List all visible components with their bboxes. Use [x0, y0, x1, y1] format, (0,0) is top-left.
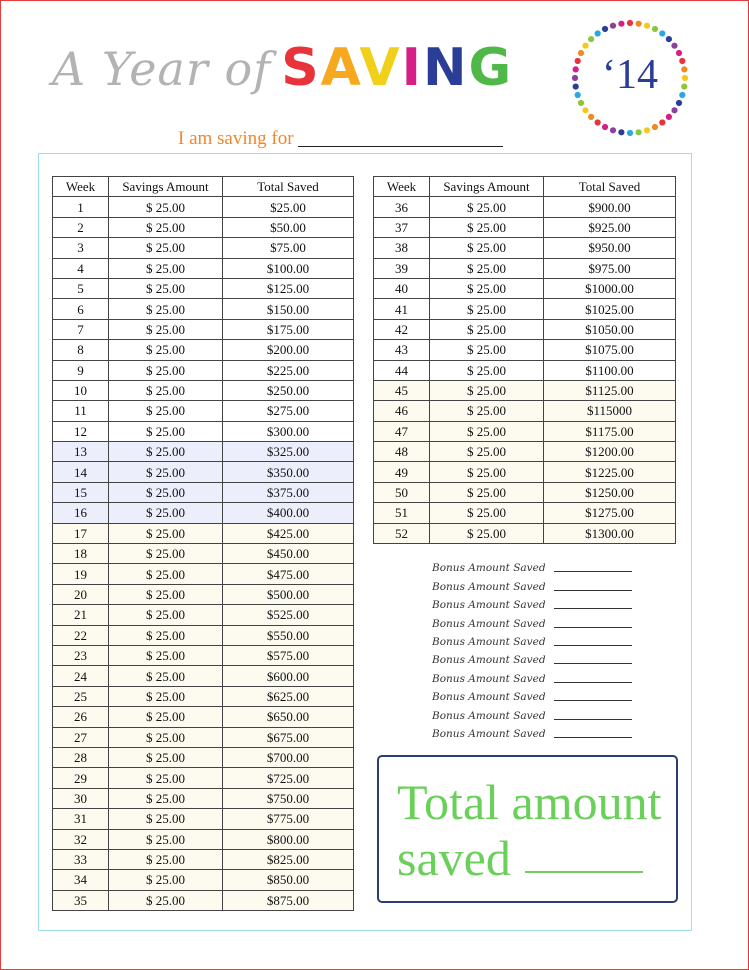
- savings-amount-cell: $ 25.00: [430, 340, 544, 360]
- ring-dot: [582, 107, 588, 113]
- total-saved-cell: $475.00: [223, 564, 354, 584]
- year-badge: [569, 17, 691, 139]
- table-row: [53, 462, 354, 482]
- savings-amount-cell: $ 25.00: [109, 747, 223, 767]
- table-row: [53, 747, 354, 767]
- total-saved-cell: $500.00: [223, 584, 354, 604]
- week-cell: 21: [53, 605, 109, 625]
- table-row: [374, 217, 676, 237]
- table-row: [53, 707, 354, 727]
- total-saved-cell: $1200.00: [544, 442, 676, 462]
- table-row: [374, 299, 676, 319]
- table-row: [53, 870, 354, 890]
- total-saved-cell: $750.00: [223, 788, 354, 808]
- savings-amount-cell: $ 25.00: [109, 523, 223, 543]
- total-saved-cell: $800.00: [223, 829, 354, 849]
- week-cell: 2: [53, 217, 109, 237]
- table-header-row: [374, 177, 676, 197]
- week-cell: 22: [53, 625, 109, 645]
- total-saved-cell: $150.00: [223, 299, 354, 319]
- week-cell: 28: [53, 747, 109, 767]
- ring-dot: [610, 23, 616, 29]
- bonus-row[interactable]: [432, 630, 632, 648]
- table-row: [374, 197, 676, 217]
- week-cell: 44: [374, 360, 430, 380]
- week-cell: 32: [53, 829, 109, 849]
- week-cell: 33: [53, 849, 109, 869]
- table-row: [53, 258, 354, 278]
- table-row: [53, 645, 354, 665]
- table-row: [53, 788, 354, 808]
- total-amount-label: Total amount: [397, 774, 662, 830]
- total-saved-cell: $525.00: [223, 605, 354, 625]
- table-row: [53, 299, 354, 319]
- savings-amount-cell: $ 25.00: [430, 401, 544, 421]
- week-cell: 8: [53, 340, 109, 360]
- ring-dot: [602, 124, 608, 130]
- week-cell: 52: [374, 523, 430, 543]
- savings-amount-cell: $ 25.00: [109, 360, 223, 380]
- bonus-blank[interactable]: [554, 719, 632, 720]
- week-cell: 25: [53, 686, 109, 706]
- week-cell: 48: [374, 442, 430, 462]
- table-row: [53, 217, 354, 237]
- ring-dot: [644, 127, 650, 133]
- table-row: [374, 442, 676, 462]
- table-row: [53, 605, 354, 625]
- total-saved-cell: $175.00: [223, 319, 354, 339]
- week-cell: 43: [374, 340, 430, 360]
- table-row: [53, 666, 354, 686]
- total-saved-cell: $875.00: [223, 890, 354, 910]
- table-row: [374, 360, 676, 380]
- saving-for-field[interactable]: [178, 128, 503, 150]
- bonus-blank[interactable]: [554, 627, 632, 628]
- saving-for-label: I am saving for: [178, 128, 294, 149]
- title-letter-n: N: [422, 38, 469, 98]
- savings-amount-cell: $ 25.00: [430, 299, 544, 319]
- ring-dot: [618, 21, 624, 27]
- total-saved-cell: $950.00: [544, 238, 676, 258]
- bonus-row[interactable]: [432, 703, 632, 721]
- ring-dot: [618, 129, 624, 135]
- column-header-savings-amount: Savings Amount: [109, 177, 223, 197]
- bonus-label: Bonus Amount Saved: [432, 727, 546, 740]
- bonus-label: Bonus Amount Saved: [432, 654, 546, 667]
- saving-for-blank[interactable]: [298, 145, 503, 147]
- title-prefix: A Year of: [52, 42, 272, 96]
- week-cell: 27: [53, 727, 109, 747]
- ring-dot: [676, 100, 682, 106]
- week-cell: 26: [53, 707, 109, 727]
- savings-amount-cell: $ 25.00: [430, 360, 544, 380]
- table-row: [53, 197, 354, 217]
- savings-amount-cell: $ 25.00: [109, 503, 223, 523]
- savings-amount-cell: $ 25.00: [109, 544, 223, 564]
- table-row: [374, 238, 676, 258]
- bonus-label: Bonus Amount Saved: [432, 709, 546, 722]
- week-cell: 39: [374, 258, 430, 278]
- savings-amount-cell: $ 25.00: [430, 238, 544, 258]
- table-row: [374, 319, 676, 339]
- bonus-blank[interactable]: [554, 571, 632, 572]
- bonus-blank[interactable]: [554, 608, 632, 609]
- total-saved-cell: $825.00: [223, 849, 354, 869]
- savings-amount-cell: $ 25.00: [109, 890, 223, 910]
- ring-dot: [582, 43, 588, 49]
- bonus-label: Bonus Amount Saved: [432, 635, 546, 648]
- bonus-label: Bonus Amount Saved: [432, 691, 546, 704]
- week-cell: 34: [53, 870, 109, 890]
- column-header-total-saved: Total Saved: [223, 177, 354, 197]
- ring-dot: [671, 107, 677, 113]
- week-cell: 36: [374, 197, 430, 217]
- total-saved-cell: $50.00: [223, 217, 354, 237]
- savings-amount-cell: $ 25.00: [430, 258, 544, 278]
- total-saved-cell: $625.00: [223, 686, 354, 706]
- savings-amount-cell: $ 25.00: [109, 340, 223, 360]
- total-saved-cell: $775.00: [223, 809, 354, 829]
- total-saved-cell: $1050.00: [544, 319, 676, 339]
- table-row: [53, 809, 354, 829]
- table-row: [374, 258, 676, 278]
- savings-amount-cell: $ 25.00: [109, 870, 223, 890]
- table-row: [374, 503, 676, 523]
- savings-amount-cell: $ 25.00: [109, 605, 223, 625]
- ring-dot: [666, 36, 672, 42]
- total-saved-cell: $450.00: [223, 544, 354, 564]
- title-letter-g: G: [468, 38, 514, 98]
- savings-amount-cell: $ 25.00: [109, 217, 223, 237]
- savings-amount-cell: $ 25.00: [109, 401, 223, 421]
- bonus-row[interactable]: [432, 666, 632, 684]
- total-saved-cell: $200.00: [223, 340, 354, 360]
- table-row: [53, 849, 354, 869]
- page-title: [52, 38, 513, 108]
- total-saved-cell: $975.00: [544, 258, 676, 278]
- week-cell: 41: [374, 299, 430, 319]
- total-saved-cell: $1275.00: [544, 503, 676, 523]
- weeks-table-left: [52, 176, 354, 911]
- column-header-savings-amount: Savings Amount: [430, 177, 544, 197]
- bonus-row[interactable]: [432, 648, 632, 666]
- week-cell: 5: [53, 278, 109, 298]
- total-saved-label: saved: [397, 830, 511, 886]
- ring-dot: [659, 119, 665, 125]
- total-saved-cell: $1025.00: [544, 299, 676, 319]
- total-saved-cell: $100.00: [223, 258, 354, 278]
- savings-amount-cell: $ 25.00: [109, 564, 223, 584]
- table-row: [53, 482, 354, 502]
- savings-amount-cell: $ 25.00: [109, 768, 223, 788]
- ring-dot: [578, 100, 584, 106]
- table-row: [53, 564, 354, 584]
- bonus-list: [432, 556, 632, 740]
- savings-amount-cell: $ 25.00: [109, 788, 223, 808]
- savings-amount-cell: $ 25.00: [109, 666, 223, 686]
- savings-amount-cell: $ 25.00: [430, 503, 544, 523]
- table-header-row: [53, 177, 354, 197]
- savings-amount-cell: $ 25.00: [430, 217, 544, 237]
- ring-dot: [659, 30, 665, 36]
- ring-dot: [671, 43, 677, 49]
- savings-amount-cell: $ 25.00: [109, 258, 223, 278]
- total-saved-cell: $250.00: [223, 380, 354, 400]
- table-row: [53, 319, 354, 339]
- total-saved-cell: $125.00: [223, 278, 354, 298]
- total-saved-cell: $600.00: [223, 666, 354, 686]
- column-header-week: Week: [374, 177, 430, 197]
- total-amount-box: [377, 755, 678, 903]
- week-cell: 40: [374, 278, 430, 298]
- savings-amount-cell: $ 25.00: [109, 380, 223, 400]
- total-saved-cell: $300.00: [223, 421, 354, 441]
- week-cell: 30: [53, 788, 109, 808]
- weeks-table-right: [373, 176, 676, 544]
- ring-dot: [644, 23, 650, 29]
- total-saved-cell: $850.00: [223, 870, 354, 890]
- week-cell: 50: [374, 482, 430, 502]
- total-saved-cell: $700.00: [223, 747, 354, 767]
- savings-amount-cell: $ 25.00: [109, 442, 223, 462]
- week-cell: 20: [53, 584, 109, 604]
- table-row: [53, 442, 354, 462]
- title-letter-s: S: [281, 38, 321, 98]
- total-saved-cell: $725.00: [223, 768, 354, 788]
- total-saved-cell: $925.00: [544, 217, 676, 237]
- table-row: [53, 890, 354, 910]
- bonus-blank[interactable]: [554, 663, 632, 664]
- bonus-row[interactable]: [432, 574, 632, 592]
- week-cell: 15: [53, 482, 109, 502]
- total-saved-cell: $900.00: [544, 197, 676, 217]
- table-row: [53, 829, 354, 849]
- bonus-label: Bonus Amount Saved: [432, 580, 546, 593]
- total-saved-cell: $225.00: [223, 360, 354, 380]
- savings-amount-cell: $ 25.00: [430, 319, 544, 339]
- ring-dot: [588, 114, 594, 120]
- total-saved-cell: $425.00: [223, 523, 354, 543]
- total-saved-cell: $1075.00: [544, 340, 676, 360]
- week-cell: 13: [53, 442, 109, 462]
- total-saved-cell: $1300.00: [544, 523, 676, 543]
- bonus-row[interactable]: [432, 685, 632, 703]
- title-saving: [281, 38, 513, 98]
- ring-dot: [602, 26, 608, 32]
- table-row: [374, 401, 676, 421]
- bonus-label: Bonus Amount Saved: [432, 599, 546, 612]
- savings-amount-cell: $ 25.00: [109, 625, 223, 645]
- total-saved-cell: $1175.00: [544, 421, 676, 441]
- savings-amount-cell: $ 25.00: [109, 299, 223, 319]
- bonus-blank[interactable]: [554, 737, 632, 738]
- week-cell: 10: [53, 380, 109, 400]
- savings-amount-cell: $ 25.00: [109, 849, 223, 869]
- ring-dot: [636, 21, 642, 27]
- savings-amount-cell: $ 25.00: [109, 829, 223, 849]
- week-cell: 1: [53, 197, 109, 217]
- table-row: [53, 340, 354, 360]
- savings-amount-cell: $ 25.00: [109, 197, 223, 217]
- total-saved-cell: $375.00: [223, 482, 354, 502]
- savings-amount-cell: $ 25.00: [109, 462, 223, 482]
- ring-dot: [595, 30, 601, 36]
- table-row: [53, 380, 354, 400]
- week-cell: 23: [53, 645, 109, 665]
- table-row: [53, 360, 354, 380]
- week-cell: 35: [53, 890, 109, 910]
- week-cell: 14: [53, 462, 109, 482]
- table-row: [53, 238, 354, 258]
- savings-amount-cell: $ 25.00: [430, 462, 544, 482]
- savings-amount-cell: $ 25.00: [430, 442, 544, 462]
- table-row: [53, 278, 354, 298]
- savings-amount-cell: $ 25.00: [430, 523, 544, 543]
- week-cell: 19: [53, 564, 109, 584]
- savings-amount-cell: $ 25.00: [109, 421, 223, 441]
- total-saved-cell: $575.00: [223, 645, 354, 665]
- bonus-row[interactable]: [432, 593, 632, 611]
- bonus-row[interactable]: [432, 556, 632, 574]
- week-cell: 51: [374, 503, 430, 523]
- table-row: [53, 503, 354, 523]
- table-row: [374, 482, 676, 502]
- savings-amount-cell: $ 25.00: [109, 686, 223, 706]
- total-saved-cell: $550.00: [223, 625, 354, 645]
- total-saved-cell: $75.00: [223, 238, 354, 258]
- week-cell: 49: [374, 462, 430, 482]
- column-header-week: Week: [53, 177, 109, 197]
- table-row: [374, 462, 676, 482]
- savings-amount-cell: $ 25.00: [109, 584, 223, 604]
- savings-amount-cell: $ 25.00: [109, 482, 223, 502]
- total-saved-cell: $350.00: [223, 462, 354, 482]
- savings-amount-cell: $ 25.00: [109, 319, 223, 339]
- week-cell: 6: [53, 299, 109, 319]
- savings-amount-cell: $ 25.00: [109, 278, 223, 298]
- ring-dot: [666, 114, 672, 120]
- week-cell: 47: [374, 421, 430, 441]
- total-saved-line[interactable]: [397, 829, 643, 887]
- savings-amount-cell: $ 25.00: [430, 421, 544, 441]
- week-cell: 16: [53, 503, 109, 523]
- total-saved-cell: $115000: [544, 401, 676, 421]
- bonus-label: Bonus Amount Saved: [432, 672, 546, 685]
- week-cell: 11: [53, 401, 109, 421]
- week-cell: 46: [374, 401, 430, 421]
- savings-amount-cell: $ 25.00: [109, 645, 223, 665]
- week-cell: 4: [53, 258, 109, 278]
- week-cell: 31: [53, 809, 109, 829]
- title-letter-v: V: [359, 38, 402, 98]
- table-row: [53, 544, 354, 564]
- ring-dot: [627, 130, 633, 136]
- title-letter-i: I: [401, 38, 423, 98]
- week-cell: 45: [374, 380, 430, 400]
- bonus-blank[interactable]: [554, 700, 632, 701]
- bonus-row[interactable]: [432, 722, 632, 740]
- week-cell: 12: [53, 421, 109, 441]
- ring-dot: [636, 129, 642, 135]
- table-row: [374, 523, 676, 543]
- total-saved-blank[interactable]: [525, 871, 643, 873]
- year-label: ‘14: [602, 52, 658, 98]
- total-saved-cell: $25.00: [223, 197, 354, 217]
- ring-dot: [595, 119, 601, 125]
- savings-amount-cell: $ 25.00: [109, 809, 223, 829]
- table-row: [53, 625, 354, 645]
- table-row: [53, 686, 354, 706]
- week-cell: 24: [53, 666, 109, 686]
- bonus-label: Bonus Amount Saved: [432, 562, 546, 575]
- week-cell: 3: [53, 238, 109, 258]
- bonus-blank[interactable]: [554, 590, 632, 591]
- total-saved-cell: $675.00: [223, 727, 354, 747]
- week-cell: 7: [53, 319, 109, 339]
- savings-amount-cell: $ 25.00: [430, 278, 544, 298]
- bonus-row[interactable]: [432, 611, 632, 629]
- ring-dot: [588, 36, 594, 42]
- total-saved-cell: $1000.00: [544, 278, 676, 298]
- savings-amount-cell: $ 25.00: [109, 707, 223, 727]
- table-row: [53, 584, 354, 604]
- total-saved-cell: $1100.00: [544, 360, 676, 380]
- total-saved-cell: $1225.00: [544, 462, 676, 482]
- table-row: [374, 421, 676, 441]
- table-row: [53, 421, 354, 441]
- bonus-label: Bonus Amount Saved: [432, 617, 546, 630]
- total-saved-cell: $1125.00: [544, 380, 676, 400]
- savings-amount-cell: $ 25.00: [430, 380, 544, 400]
- column-header-total-saved: Total Saved: [544, 177, 676, 197]
- week-cell: 9: [53, 360, 109, 380]
- bonus-blank[interactable]: [554, 645, 632, 646]
- week-cell: 18: [53, 544, 109, 564]
- ring-dot: [652, 124, 658, 130]
- table-row: [53, 727, 354, 747]
- savings-amount-cell: $ 25.00: [109, 727, 223, 747]
- week-cell: 17: [53, 523, 109, 543]
- total-saved-cell: $275.00: [223, 401, 354, 421]
- ring-dot: [610, 127, 616, 133]
- title-letter-a: A: [320, 38, 360, 98]
- table-row: [53, 768, 354, 788]
- savings-amount-cell: $ 25.00: [109, 238, 223, 258]
- table-row: [374, 340, 676, 360]
- total-saved-cell: $650.00: [223, 707, 354, 727]
- total-saved-cell: $325.00: [223, 442, 354, 462]
- table-row: [53, 401, 354, 421]
- bonus-blank[interactable]: [554, 682, 632, 683]
- total-saved-cell: $400.00: [223, 503, 354, 523]
- week-cell: 42: [374, 319, 430, 339]
- ring-dot: [652, 26, 658, 32]
- total-saved-cell: $1250.00: [544, 482, 676, 502]
- table-row: [374, 278, 676, 298]
- savings-amount-cell: $ 25.00: [430, 482, 544, 502]
- week-cell: 29: [53, 768, 109, 788]
- table-row: [53, 523, 354, 543]
- table-row: [374, 380, 676, 400]
- savings-amount-cell: $ 25.00: [430, 197, 544, 217]
- ring-dot: [627, 20, 633, 26]
- week-cell: 38: [374, 238, 430, 258]
- week-cell: 37: [374, 217, 430, 237]
